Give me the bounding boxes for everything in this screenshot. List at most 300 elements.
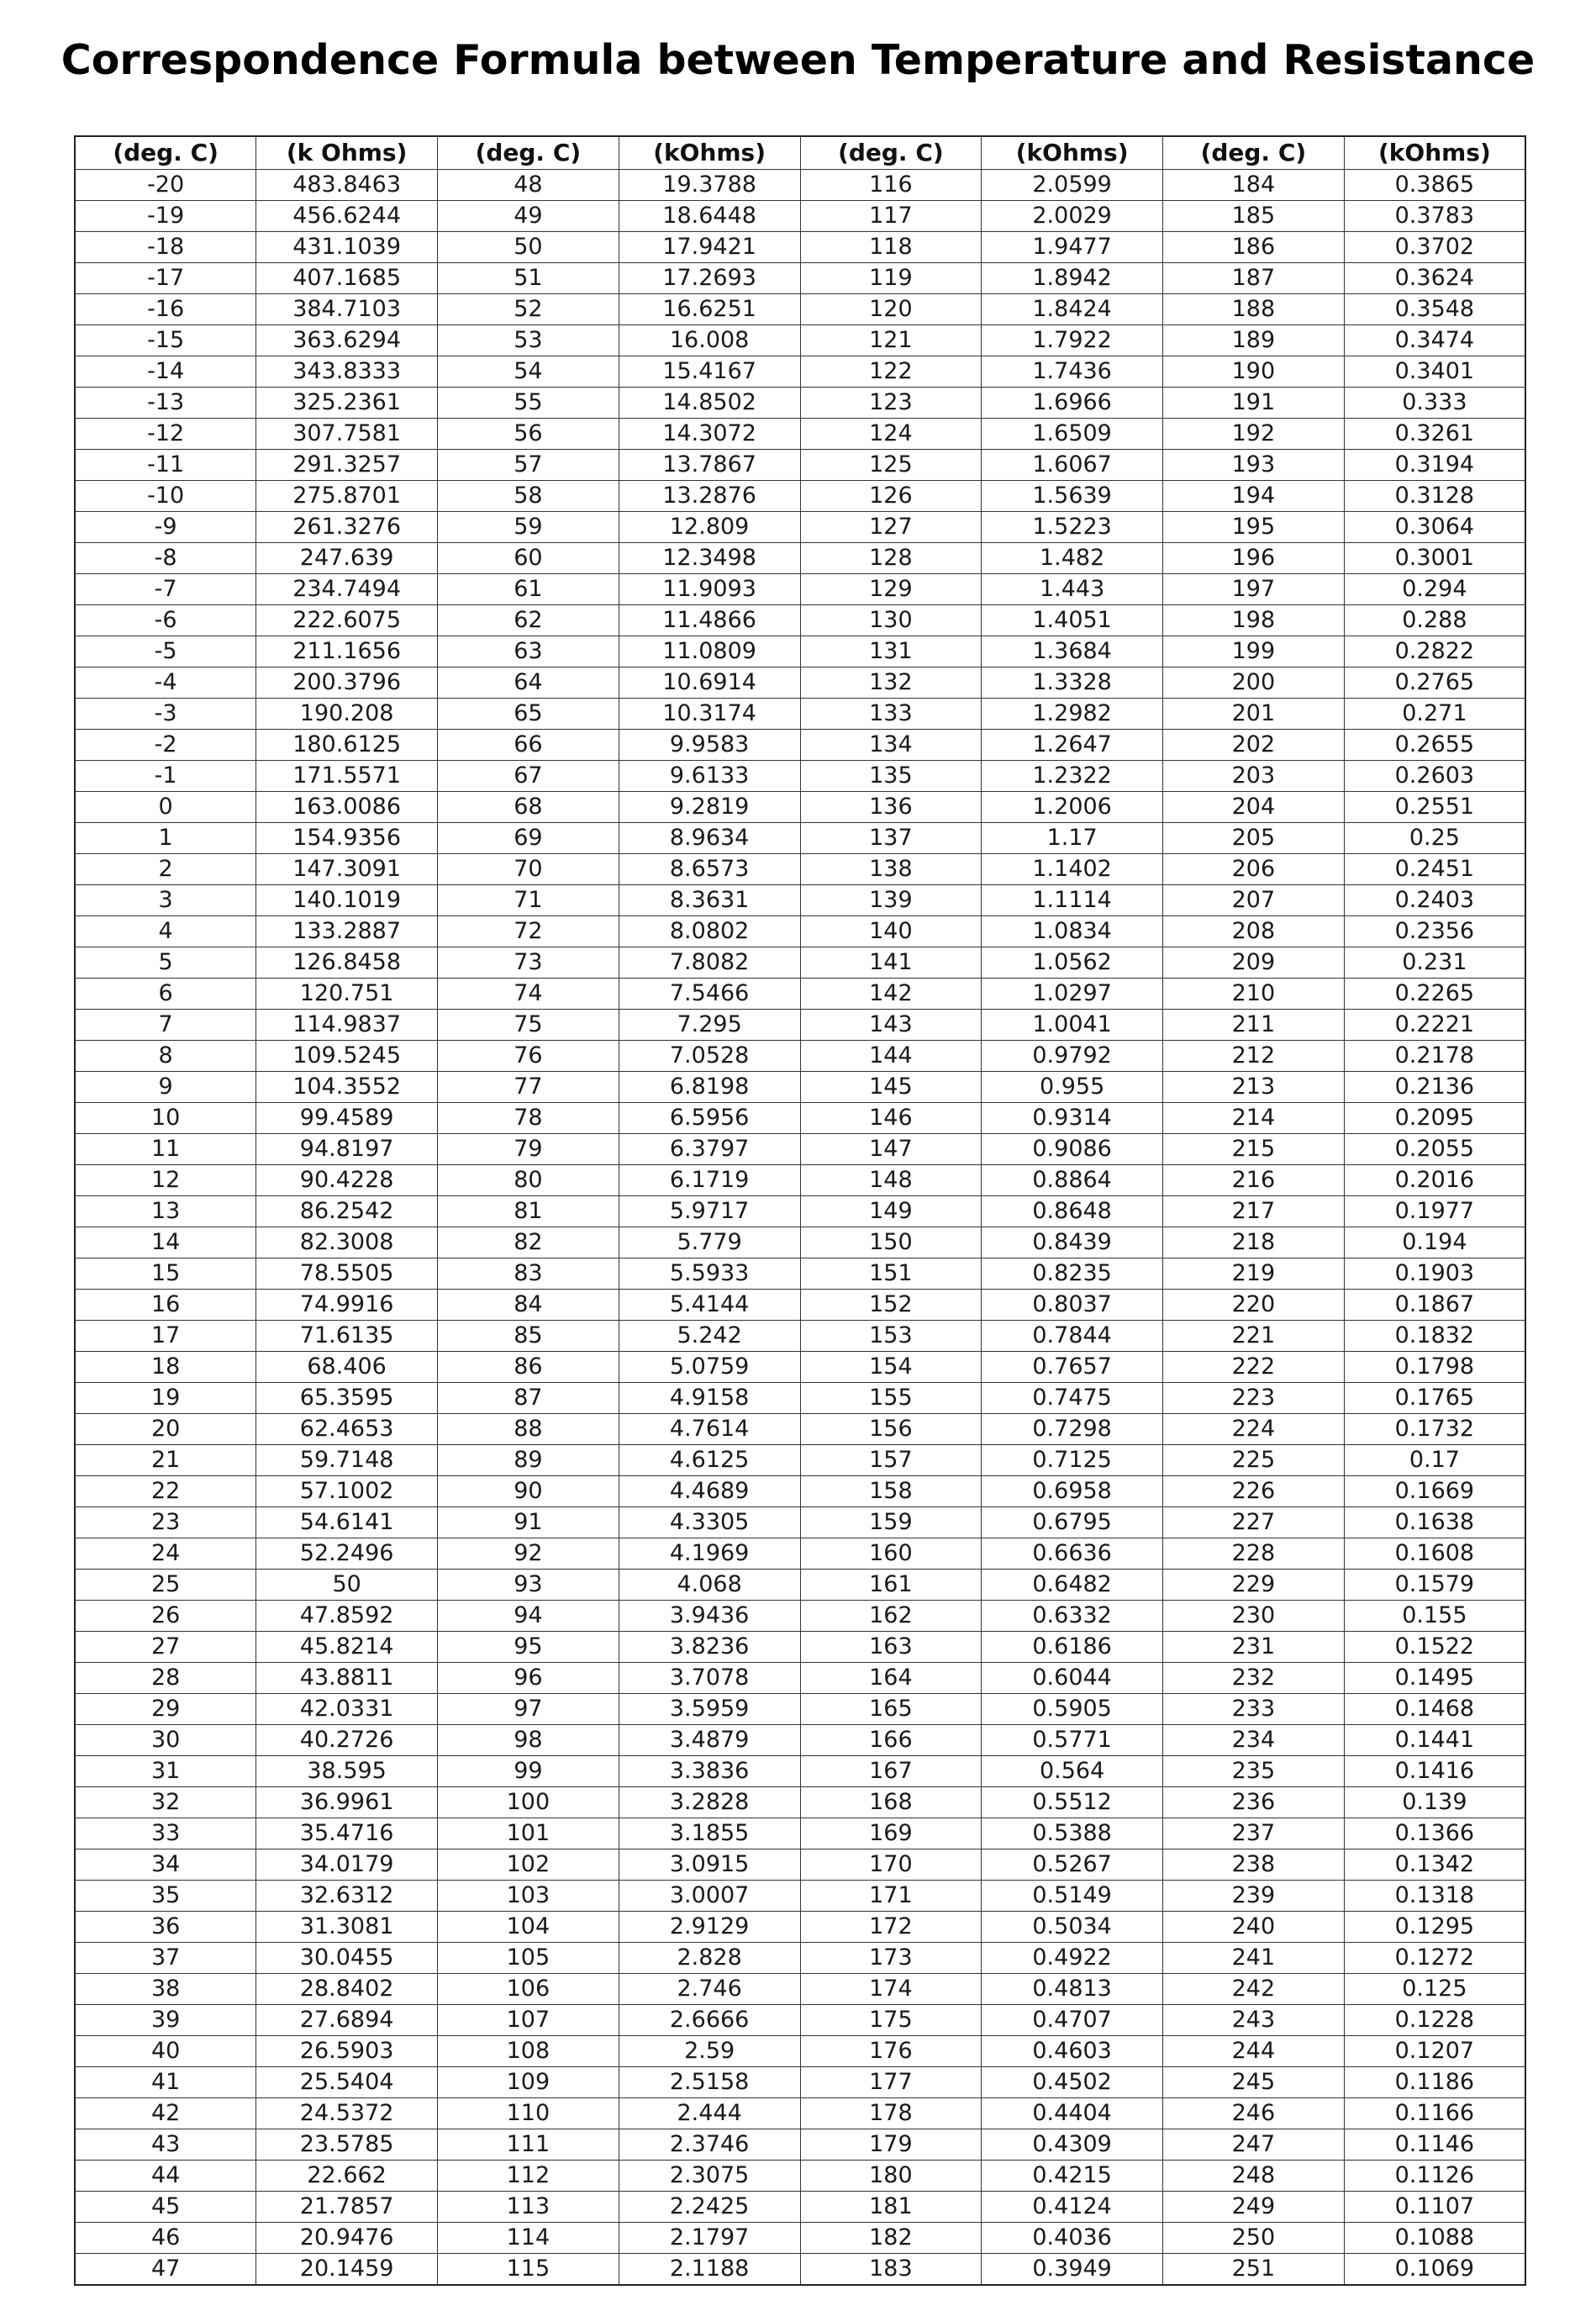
resistance-cell: 4.4689 [619,1476,800,1507]
resistance-cell: 0.8439 [982,1227,1163,1258]
resistance-cell: 0.2765 [1344,667,1525,699]
table-row [75,1632,1525,1663]
temperature-cell: -1 [75,761,256,792]
resistance-cell: 0.5771 [982,1725,1163,1756]
resistance-cell: 14.8502 [619,388,800,419]
temperature-cell: 116 [800,170,982,201]
resistance-cell: 0.4922 [982,1943,1163,1974]
resistance-cell: 71.6135 [256,1321,438,1352]
table-row [75,481,1525,512]
table-row [75,2223,1525,2254]
temperature-cell: 54 [438,356,619,388]
table-row [75,1570,1525,1601]
temperature-cell: 101 [438,1818,619,1849]
temperature-cell: 59 [438,512,619,543]
resistance-cell: 0.4309 [982,2129,1163,2161]
temperature-cell: 240 [1163,1912,1345,1943]
temperature-cell: 157 [800,1445,982,1476]
resistance-cell: 1.1402 [982,854,1163,885]
temperature-cell: 99 [438,1756,619,1787]
resistance-cell: 11.0809 [619,636,800,667]
temperature-cell: 203 [1163,761,1345,792]
temperature-cell: 129 [800,574,982,605]
temperature-cell: 251 [1163,2254,1345,2286]
temperature-cell: 183 [800,2254,982,2286]
temperature-cell: 35 [75,1881,256,1912]
resistance-cell: 163.0086 [256,792,438,823]
resistance-cell: 0.1903 [1344,1258,1525,1290]
temperature-cell: -14 [75,356,256,388]
temperature-cell: 121 [800,325,982,356]
resistance-cell: 0.1522 [1344,1632,1525,1663]
resistance-cell: 3.8236 [619,1632,800,1663]
temperature-cell: 233 [1163,1694,1345,1725]
temperature-cell: 237 [1163,1818,1345,1849]
resistance-cell: 0.1207 [1344,2036,1525,2067]
temperature-cell: 60 [438,543,619,574]
resistance-cell: 0.1295 [1344,1912,1525,1943]
temperature-cell: 125 [800,450,982,481]
temperature-cell: 179 [800,2129,982,2161]
resistance-cell: 307.7581 [256,419,438,450]
temperature-cell: -12 [75,419,256,450]
temperature-cell: 167 [800,1756,982,1787]
table-row [75,419,1525,450]
resistance-cell: 343.8333 [256,356,438,388]
resistance-cell: 1.9477 [982,232,1163,263]
resistance-cell: 222.6075 [256,605,438,636]
resistance-cell: 99.4589 [256,1103,438,1134]
temperature-cell: 165 [800,1694,982,1725]
resistance-cell: 0.2265 [1344,979,1525,1010]
resistance-cell: 22.662 [256,2161,438,2192]
resistance-cell: 12.3498 [619,543,800,574]
resistance-cell: 68.406 [256,1352,438,1383]
resistance-cell: 407.1685 [256,263,438,294]
resistance-cell: 94.8197 [256,1134,438,1165]
resistance-cell: 3.9436 [619,1601,800,1632]
temperature-cell: 48 [438,170,619,201]
temperature-cell: 210 [1163,979,1345,1010]
temperature-cell: 207 [1163,885,1345,916]
temperature-cell: 53 [438,325,619,356]
temperature-cell: 98 [438,1725,619,1756]
temperature-cell: 87 [438,1383,619,1414]
temperature-cell: 184 [1163,170,1345,201]
temperature-cell: 76 [438,1041,619,1072]
resistance-cell: 4.7614 [619,1414,800,1445]
temperature-cell: 196 [1163,543,1345,574]
resistance-cell: 38.595 [256,1756,438,1787]
resistance-cell: 7.295 [619,1010,800,1041]
resistance-cell: 25.5404 [256,2067,438,2098]
table-row [75,1010,1525,1041]
temperature-cell: 156 [800,1414,982,1445]
table-row [75,979,1525,1010]
table-row [75,325,1525,356]
temperature-cell: 12 [75,1165,256,1196]
temperature-cell: 91 [438,1507,619,1538]
temperature-cell: 243 [1163,2005,1345,2036]
temperature-cell: 168 [800,1787,982,1818]
resistance-cell: 52.2496 [256,1538,438,1570]
temperature-cell: 104 [438,1912,619,1943]
table-body [75,170,1525,2286]
table-row [75,1072,1525,1103]
temperature-cell: 15 [75,1258,256,1290]
table-row [75,1445,1525,1476]
resistance-cell: 5.4144 [619,1290,800,1321]
resistance-cell: 4.1969 [619,1538,800,1570]
temperature-cell: 160 [800,1538,982,1570]
temperature-cell: 242 [1163,1974,1345,2005]
temperature-cell: 236 [1163,1787,1345,1818]
resistance-cell: 0.2603 [1344,761,1525,792]
resistance-cell: 2.0029 [982,201,1163,232]
temperature-cell: 137 [800,823,982,854]
temperature-cell: 217 [1163,1196,1345,1227]
resistance-cell: 0.3064 [1344,512,1525,543]
resistance-cell: 0.1441 [1344,1725,1525,1756]
table-row [75,263,1525,294]
resistance-cell: 26.5903 [256,2036,438,2067]
table-row [75,2161,1525,2192]
resistance-cell: 0.1495 [1344,1663,1525,1694]
resistance-cell: 0.1342 [1344,1849,1525,1881]
temperature-cell: 95 [438,1632,619,1663]
resistance-cell: 0.5267 [982,1849,1163,1881]
table-row [75,2129,1525,2161]
table-row [75,232,1525,263]
temperature-cell: -18 [75,232,256,263]
resistance-cell: 1.2006 [982,792,1163,823]
resistance-cell: 0.17 [1344,1445,1525,1476]
resistance-cell: 2.1797 [619,2223,800,2254]
resistance-cell: 3.2828 [619,1787,800,1818]
resistance-cell: 11.4866 [619,605,800,636]
temperature-cell: -20 [75,170,256,201]
resistance-cell: 0.1977 [1344,1196,1525,1227]
table-row [75,792,1525,823]
temperature-cell: 4 [75,916,256,947]
temperature-cell: 186 [1163,232,1345,263]
header-row [75,136,1525,170]
resistance-cell: 74.9916 [256,1290,438,1321]
temperature-cell: 149 [800,1196,982,1227]
resistance-cell: 1.6509 [982,419,1163,450]
resistance-cell: 5.9717 [619,1196,800,1227]
temperature-cell: 241 [1163,1943,1345,1974]
resistance-cell: 261.3276 [256,512,438,543]
table-row [75,1694,1525,1725]
resistance-cell: 0.4215 [982,2161,1163,2192]
temperature-cell: 162 [800,1601,982,1632]
temperature-cell: 70 [438,854,619,885]
temperature-cell: 79 [438,1134,619,1165]
temperature-cell: -8 [75,543,256,574]
temperature-cell: 32 [75,1787,256,1818]
temperature-cell: 46 [75,2223,256,2254]
resistance-cell: 1.3684 [982,636,1163,667]
temperature-cell: 109 [438,2067,619,2098]
resistance-cell: 7.5466 [619,979,800,1010]
temperature-cell: 58 [438,481,619,512]
temperature-cell: 24 [75,1538,256,1570]
temperature-cell: 120 [800,294,982,325]
header-temperature-col-1: (deg. C) [75,136,256,170]
temperature-cell: 75 [438,1010,619,1041]
temperature-cell: 3 [75,885,256,916]
temperature-cell: 7 [75,1010,256,1041]
temperature-cell: 176 [800,2036,982,2067]
temperature-cell: 205 [1163,823,1345,854]
table-row [75,885,1525,916]
temperature-cell: 173 [800,1943,982,1974]
temperature-cell: 130 [800,605,982,636]
resistance-cell: 0.1638 [1344,1507,1525,1538]
temperature-cell: 22 [75,1476,256,1507]
temperature-cell: 174 [800,1974,982,2005]
resistance-cell: 1.7436 [982,356,1163,388]
resistance-cell: 7.0528 [619,1041,800,1072]
resistance-cell: 0.1468 [1344,1694,1525,1725]
resistance-cell: 0.5512 [982,1787,1163,1818]
table-header [75,136,1525,170]
temperature-cell: 18 [75,1352,256,1383]
resistance-cell: 3.0915 [619,1849,800,1881]
temperature-cell: 117 [800,201,982,232]
temperature-cell: 195 [1163,512,1345,543]
temperature-cell: 16 [75,1290,256,1321]
resistance-cell: 0.3548 [1344,294,1525,325]
resistance-cell: 1.0297 [982,979,1163,1010]
resistance-cell: 0.6795 [982,1507,1163,1538]
resistance-cell: 0.1732 [1344,1414,1525,1445]
temperature-cell: 27 [75,1632,256,1663]
temperature-cell: 133 [800,699,982,730]
temperature-cell: -17 [75,263,256,294]
table-row [75,1258,1525,1290]
resistance-cell: 27.6894 [256,2005,438,2036]
resistance-cell: 1.5639 [982,481,1163,512]
resistance-cell: 3.0007 [619,1881,800,1912]
temperature-cell: 73 [438,947,619,979]
temperature-cell: 13 [75,1196,256,1227]
resistance-cell: 1.7922 [982,325,1163,356]
temperature-cell: 57 [438,450,619,481]
resistance-cell: 65.3595 [256,1383,438,1414]
table-row [75,2036,1525,2067]
temperature-cell: 204 [1163,792,1345,823]
table-row [75,1881,1525,1912]
temperature-cell: 221 [1163,1321,1345,1352]
temperature-cell: 1 [75,823,256,854]
temperature-cell: 169 [800,1818,982,1849]
temperature-cell: 85 [438,1321,619,1352]
resistance-cell: 15.4167 [619,356,800,388]
table-row [75,1041,1525,1072]
temperature-cell: 86 [438,1352,619,1383]
temperature-cell: 198 [1163,605,1345,636]
temperature-cell: -13 [75,388,256,419]
resistance-cell: 18.6448 [619,201,800,232]
table-row [75,1507,1525,1538]
resistance-cell: 0.125 [1344,1974,1525,2005]
resistance-cell: 8.6573 [619,854,800,885]
resistance-cell: 200.3796 [256,667,438,699]
temperature-cell: 77 [438,1072,619,1103]
temperature-cell: 122 [800,356,982,388]
temperature-cell: 193 [1163,450,1345,481]
table-row [75,1974,1525,2005]
resistance-cell: 0.3474 [1344,325,1525,356]
temperature-cell: 152 [800,1290,982,1321]
table-row [75,1196,1525,1227]
resistance-cell: 234.7494 [256,574,438,605]
temperature-cell: 131 [800,636,982,667]
resistance-cell: 0.3401 [1344,356,1525,388]
resistance-cell: 0.2403 [1344,885,1525,916]
temperature-cell: 128 [800,543,982,574]
resistance-cell: 1.2982 [982,699,1163,730]
resistance-cell: 45.8214 [256,1632,438,1663]
resistance-cell: 140.1019 [256,885,438,916]
resistance-cell: 0.1126 [1344,2161,1525,2192]
resistance-cell: 0.5034 [982,1912,1163,1943]
temperature-cell: 112 [438,2161,619,2192]
temperature-cell: 190 [1163,356,1345,388]
table-row [75,1725,1525,1756]
resistance-cell: 1.0834 [982,916,1163,947]
temperature-cell: 71 [438,885,619,916]
temperature-cell: 36 [75,1912,256,1943]
temperature-cell: 90 [438,1476,619,1507]
resistance-cell: 13.7867 [619,450,800,481]
resistance-cell: 2.3746 [619,2129,800,2161]
resistance-cell: 0.3949 [982,2254,1163,2286]
resistance-cell: 0.1107 [1344,2192,1525,2223]
temperature-cell: 21 [75,1445,256,1476]
temperature-cell: 80 [438,1165,619,1196]
resistance-cell: 1.0041 [982,1010,1163,1041]
resistance-cell: 0.1608 [1344,1538,1525,1570]
temperature-cell: 78 [438,1103,619,1134]
table-row [75,947,1525,979]
temperature-cell: 118 [800,232,982,263]
resistance-cell: 0.139 [1344,1787,1525,1818]
temperature-cell: 42 [75,2098,256,2129]
resistance-cell: 0.3261 [1344,419,1525,450]
resistance-cell: 57.1002 [256,1476,438,1507]
resistance-cell: 0.3702 [1344,232,1525,263]
resistance-cell: 0.1867 [1344,1290,1525,1321]
resistance-cell: 21.7857 [256,2192,438,2223]
temperature-cell: 206 [1163,854,1345,885]
temperature-cell: 107 [438,2005,619,2036]
resistance-cell: 0.6958 [982,1476,1163,1507]
temperature-cell: 199 [1163,636,1345,667]
temperature-cell: 65 [438,699,619,730]
resistance-cell: 1.17 [982,823,1163,854]
temperature-cell: 51 [438,263,619,294]
table-row [75,2098,1525,2129]
resistance-cell: 363.6294 [256,325,438,356]
table-row [75,2067,1525,2098]
resistance-cell: 10.6914 [619,667,800,699]
resistance-cell: 1.482 [982,543,1163,574]
table-row [75,574,1525,605]
resistance-cell: 0.333 [1344,388,1525,419]
resistance-cell: 78.5505 [256,1258,438,1290]
header-temperature-col-3: (deg. C) [800,136,982,170]
resistance-cell: 0.8037 [982,1290,1163,1321]
temperature-cell: 146 [800,1103,982,1134]
resistance-cell: 2.9129 [619,1912,800,1943]
resistance-cell: 171.5571 [256,761,438,792]
resistance-cell: 180.6125 [256,730,438,761]
resistance-cell: 2.59 [619,2036,800,2067]
temperature-cell: 30 [75,1725,256,1756]
resistance-cell: 0.1318 [1344,1881,1525,1912]
resistance-cell: 13.2876 [619,481,800,512]
resistance-cell: 0.155 [1344,1601,1525,1632]
temperature-cell: 55 [438,388,619,419]
temperature-cell: 41 [75,2067,256,2098]
resistance-cell: 2.1188 [619,2254,800,2286]
resistance-cell: 0.6044 [982,1663,1163,1694]
temperature-cell: 38 [75,1974,256,2005]
resistance-cell: 114.9837 [256,1010,438,1041]
table-row [75,1601,1525,1632]
resistance-cell: 0.2055 [1344,1134,1525,1165]
temperature-cell: 214 [1163,1103,1345,1134]
temperature-cell: 115 [438,2254,619,2286]
resistance-cell: 1.4051 [982,605,1163,636]
temperature-cell: 153 [800,1321,982,1352]
resistance-cell: 1.3328 [982,667,1163,699]
temperature-cell: 164 [800,1663,982,1694]
table-row [75,2005,1525,2036]
resistance-cell: 2.5158 [619,2067,800,2098]
temperature-cell: 151 [800,1258,982,1290]
temperature-cell: 150 [800,1227,982,1258]
temperature-resistance-table [74,135,1526,2286]
resistance-cell: 11.9093 [619,574,800,605]
resistance-cell: 0.294 [1344,574,1525,605]
temperature-cell: 114 [438,2223,619,2254]
resistance-cell: 0.6186 [982,1632,1163,1663]
resistance-cell: 109.5245 [256,1041,438,1072]
temperature-cell: 64 [438,667,619,699]
resistance-cell: 3.1855 [619,1818,800,1849]
temperature-cell: 235 [1163,1756,1345,1787]
temperature-cell: 182 [800,2223,982,2254]
temperature-cell: 208 [1163,916,1345,947]
temperature-cell: -2 [75,730,256,761]
temperature-cell: 19 [75,1383,256,1414]
temperature-cell: 228 [1163,1538,1345,1570]
resistance-cell: 0.288 [1344,605,1525,636]
temperature-cell: 202 [1163,730,1345,761]
resistance-cell: 0.8648 [982,1196,1163,1227]
table-row [75,1476,1525,1507]
resistance-cell: 5.779 [619,1227,800,1258]
resistance-cell: 16.6251 [619,294,800,325]
temperature-cell: 171 [800,1881,982,1912]
temperature-cell: 9 [75,1072,256,1103]
temperature-cell: 81 [438,1196,619,1227]
temperature-cell: 155 [800,1383,982,1414]
